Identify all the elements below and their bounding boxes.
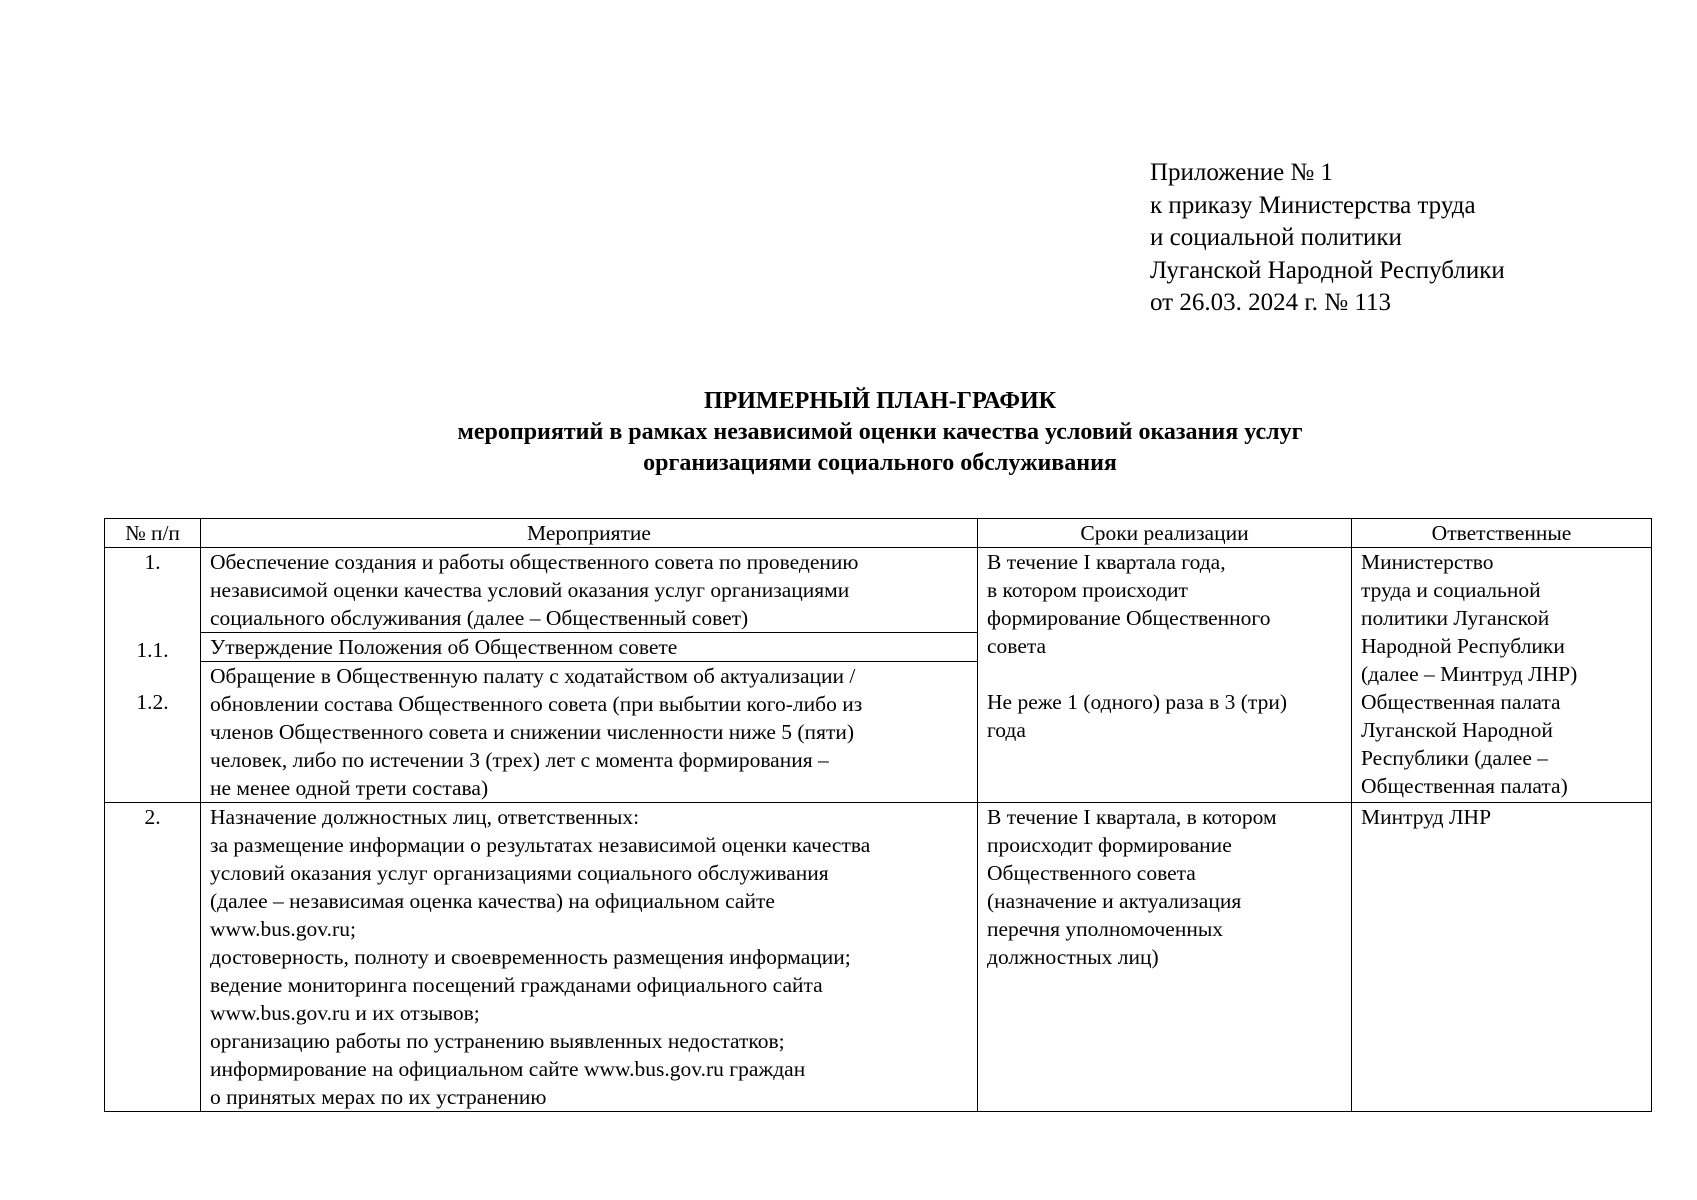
activity-line: Назначение должностных лиц, ответственных: [210, 805, 640, 829]
activity-line: членов Общественного совета и снижении численности ниже 5 (пяти) [210, 720, 855, 744]
activity-line: социального обслуживания (далее – Общественный совет) [210, 606, 749, 630]
deadline-line: происходит формирование [987, 833, 1232, 857]
activity-line: организацию работы по устранению выявленных недостатков; [210, 1029, 785, 1053]
activity-line: не менее одной трети состава) [210, 776, 489, 800]
appendix-line: и социальной политики [1150, 224, 1402, 251]
title-subtitle-line: организациями социального обслуживания [643, 450, 1117, 476]
responsible-line: Народной Республики [1361, 634, 1565, 658]
activity-cell [201, 662, 978, 803]
deadline-line: года [987, 718, 1026, 742]
responsible-cell [1352, 548, 1652, 803]
responsible-line: Республики (далее – [1361, 746, 1549, 770]
activity-line: ведение мониторинга посещений гражданами официального сайта [210, 973, 823, 997]
header-activity: Мероприятие [201, 519, 978, 548]
responsible-line: политики Луганской [1361, 606, 1550, 630]
responsible-line: (далее – Минтруд ЛНР) [1361, 662, 1578, 686]
deadline-line: формирование Общественного [987, 606, 1271, 630]
deadline-line: В течение I квартала, в котором [987, 805, 1277, 829]
activity-line: (далее – независимая оценка качества) на официальном сайте [210, 889, 775, 913]
responsible-cell [1352, 803, 1652, 1112]
row-number: 1. [144, 550, 161, 574]
appendix-line: Приложение № 1 [1150, 159, 1334, 186]
deadline-line: перечня уполномоченных [987, 917, 1224, 941]
activity-cell [201, 633, 978, 662]
deadline-cell [978, 548, 1352, 803]
header-deadline: Сроки реализации [978, 519, 1352, 548]
activity-line: информирование на официальном сайте www.bus.gov.ru граждан [210, 1057, 806, 1081]
row-number-cell [105, 548, 201, 803]
activity-line: Утверждение Положения об Общественном совете [210, 635, 678, 659]
activity-cell [201, 803, 978, 1112]
row-number: 2. [144, 805, 161, 829]
header-number: № п/п [105, 519, 201, 548]
activity-line: независимой оценки качества условий оказания услуг организациями [210, 578, 850, 602]
responsible-line: Министерство [1361, 550, 1494, 574]
header-responsible: Ответственные [1352, 519, 1652, 548]
responsible-line: труда и социальной [1361, 578, 1541, 602]
deadline-line: В течение I квартала года, [987, 550, 1226, 574]
appendix-block [1150, 157, 1505, 320]
table-header-row [105, 519, 1652, 548]
activity-line: достоверность, полноту и своевременность размещения информации; [210, 945, 851, 969]
activity-line: www.bus.gov.ru и их отзывов; [210, 1001, 480, 1025]
deadline-cell [978, 803, 1352, 1112]
appendix-line: к приказу Министерства труда [1150, 191, 1476, 219]
row-number: 1.1. [136, 638, 169, 662]
row-number: 1.2. [136, 690, 169, 714]
document-title [0, 386, 1697, 479]
activity-line: за размещение информации о результатах независимой оценки качества [210, 833, 871, 857]
activity-line: условий оказания услуг организациями социального обслуживания [210, 861, 829, 885]
title-subtitle-line: мероприятий в рамках независимой оценки качества условий оказания услуг [457, 419, 1303, 445]
activity-line: человек, либо по истечении 3 (трех) лет с момента формирования – [210, 748, 829, 772]
activity-line: Обеспечение создания и работы общественного совета по проведению [210, 550, 859, 574]
title-main: ПРИМЕРНЫЙ ПЛАН-ГРАФИК [703, 388, 1057, 414]
table-row [105, 548, 1652, 633]
responsible-line: Минтруд ЛНР [1361, 805, 1492, 829]
deadline-line: должностных лиц) [987, 945, 1159, 969]
responsible-line: Общественная палата [1361, 690, 1561, 714]
activity-line: Обращение в Общественную палату с ходатайством об актуализации / [210, 664, 856, 688]
deadline-line: Не реже 1 (одного) раза в 3 (три) [987, 690, 1287, 714]
appendix-line: Луганской Народной Республики [1150, 256, 1505, 284]
responsible-line: Общественная палата) [1361, 774, 1568, 798]
appendix-line: от 26.03. 2024 г. № 113 [1150, 289, 1391, 316]
activity-line: о принятых мерах по их устранению [210, 1085, 547, 1109]
responsible-line: Луганской Народной [1361, 718, 1553, 742]
table-row [105, 803, 1652, 1112]
activity-cell [201, 548, 978, 633]
activity-line: www.bus.gov.ru; [210, 917, 356, 941]
deadline-line: Общественного совета [987, 861, 1196, 885]
deadline-line: в котором происходит [987, 578, 1188, 602]
activity-line: обновлении состава Общественного совета (при выбытии кого-либо из [210, 692, 863, 716]
plan-table [104, 518, 1652, 1112]
row-number-cell [105, 803, 201, 1112]
deadline-line: (назначение и актуализация [987, 889, 1242, 913]
deadline-line: совета [987, 634, 1047, 658]
